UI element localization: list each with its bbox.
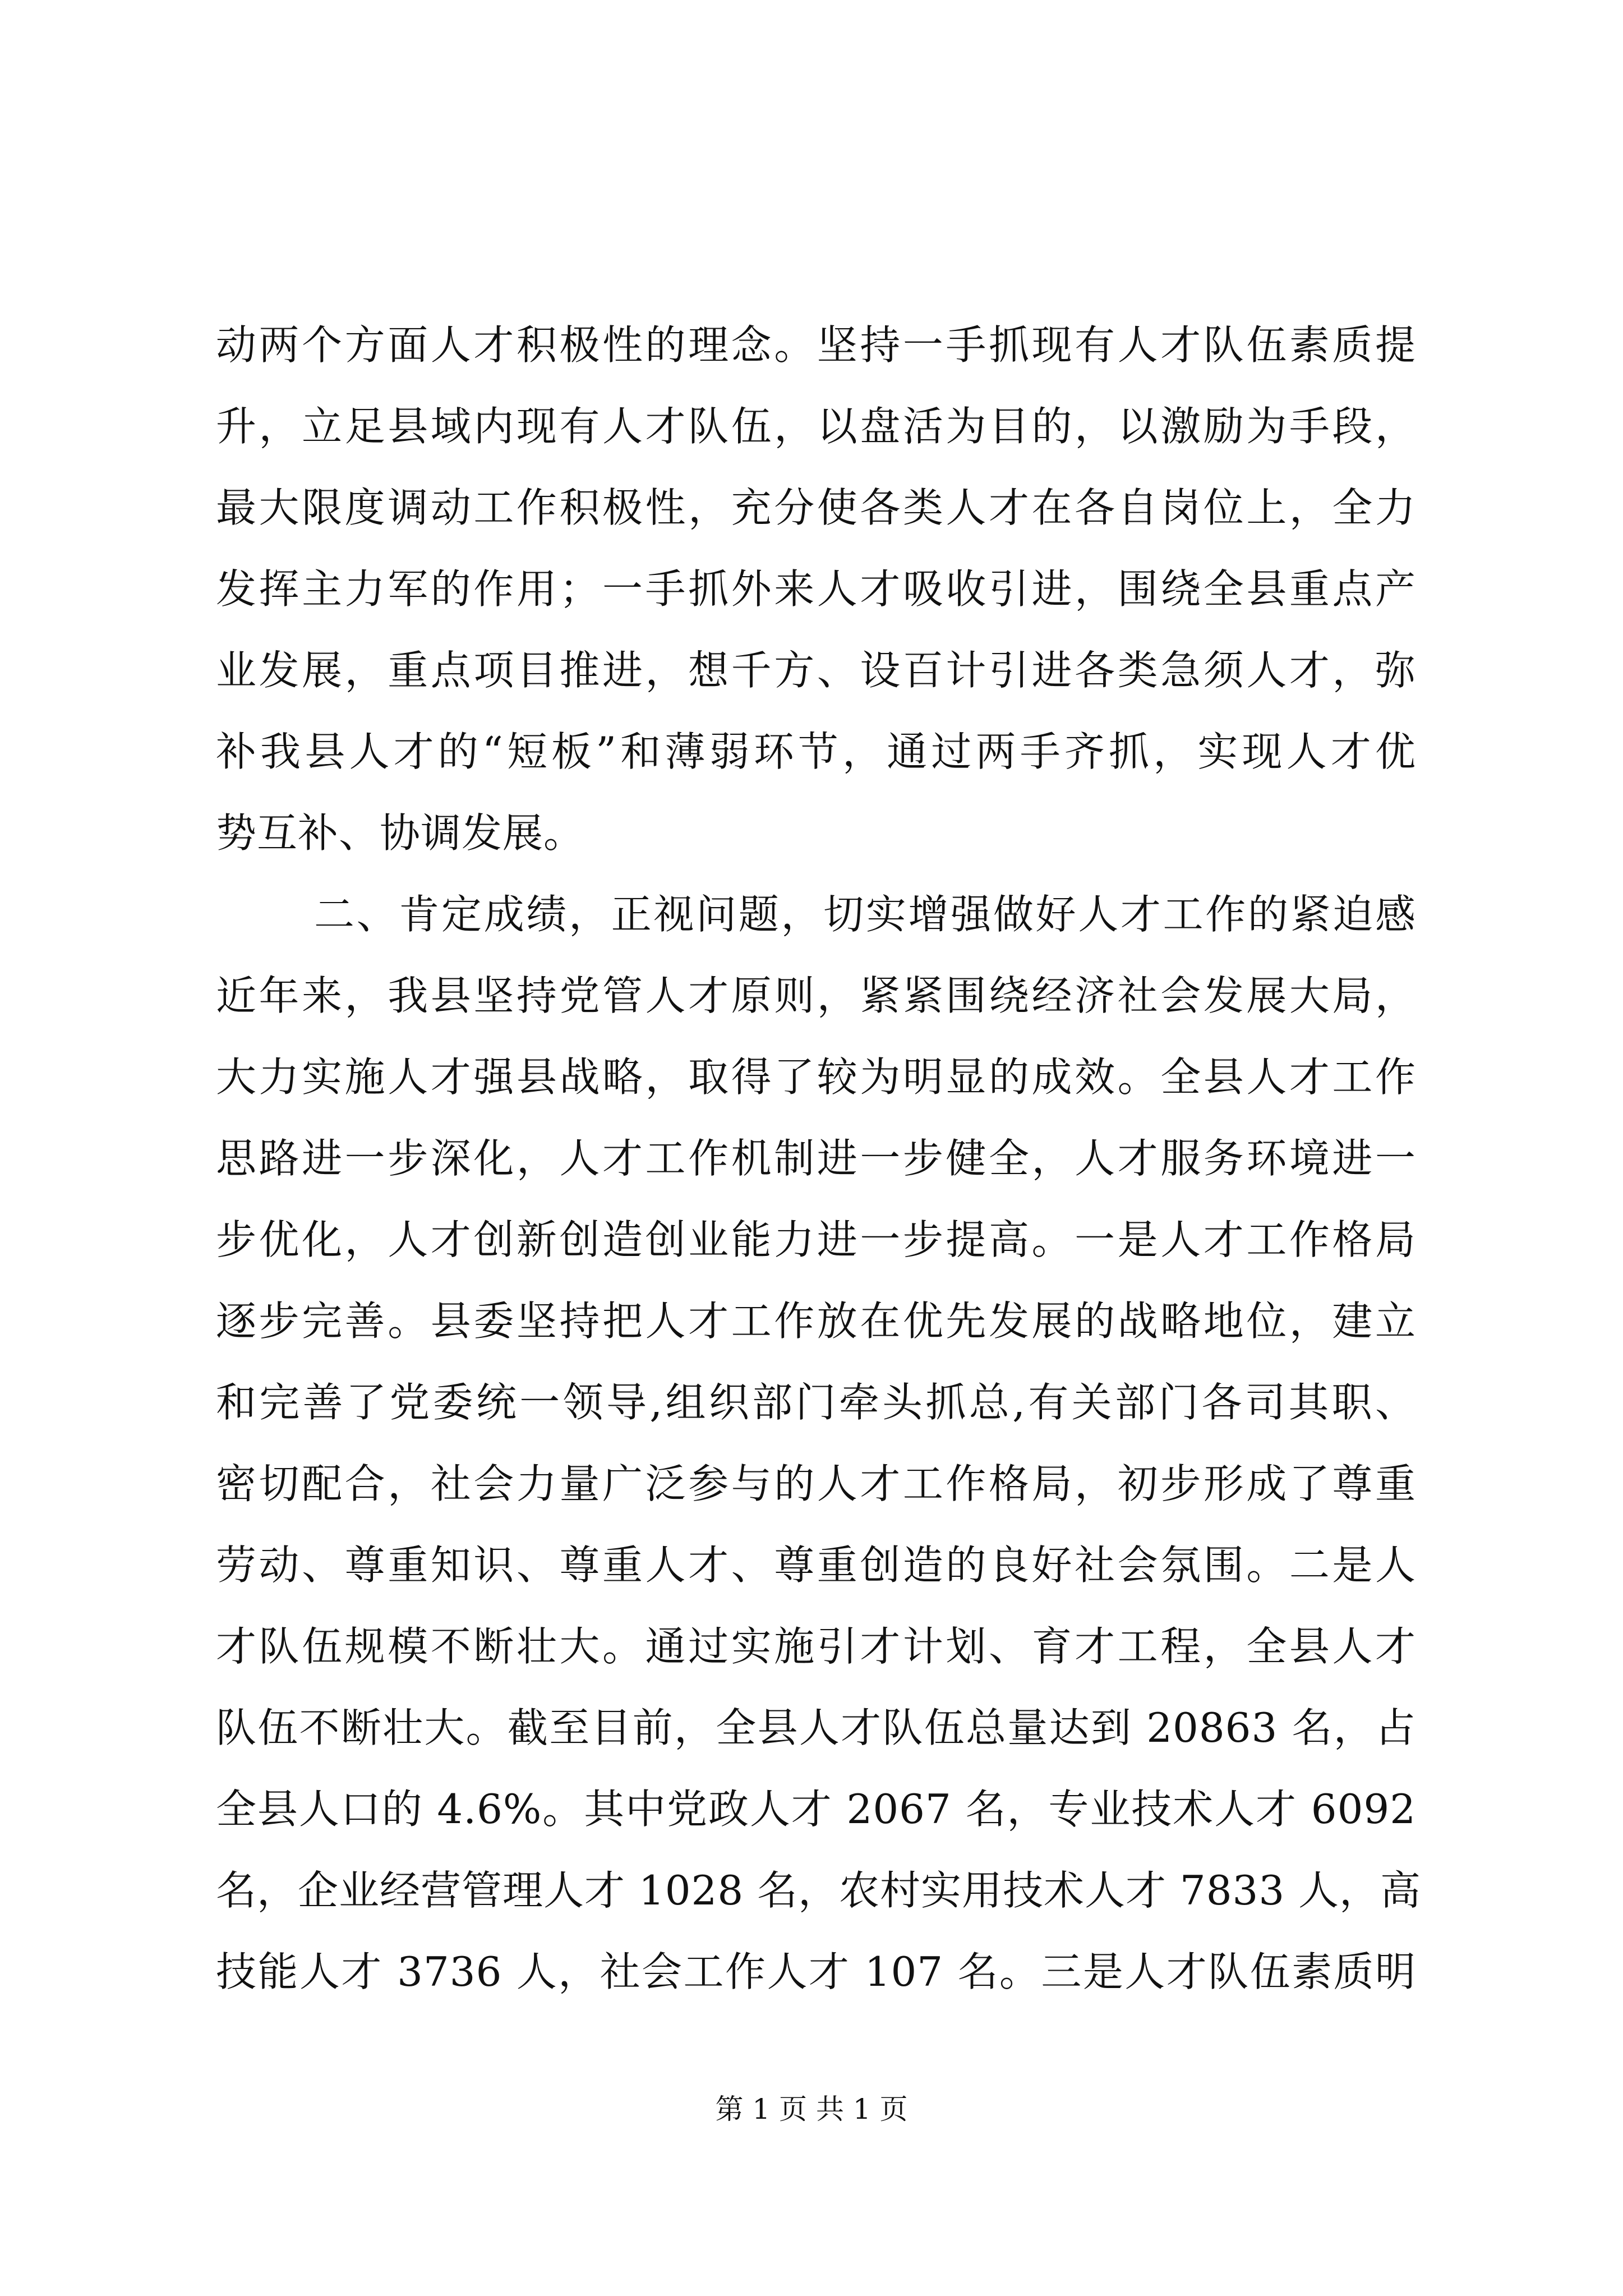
body-line-20: 名，企业经营管理人才 1028 名，农村实用技术人才 7833 人，高: [216, 1867, 1422, 1914]
body-line-14: 和完善了党委统一领导,组织部门牵头抓总,有关部门各司其职、: [216, 1379, 1416, 1426]
body-line-18: 队伍不断壮大。截至目前，全县人才队伍总量达到 20863 名，占: [216, 1704, 1416, 1751]
body-line-4: 发挥主力军的作用；一手抓外来人才吸收引进，围绕全县重点产: [216, 565, 1416, 613]
body-line-3: 最大限度调动工作积极性，充分使各类人才在各自岗位上，全力: [216, 484, 1416, 531]
body-line-21: 技能人才 3736 人，社会工作人才 107 名。三是人才队伍素质明: [216, 1948, 1416, 1995]
body-line-7: 势互补、协调发展。: [216, 809, 585, 857]
body-line-11: 思路进一步深化，人才工作机制进一步健全，人才服务环境进一: [216, 1135, 1416, 1182]
body-line-1: 动两个方面人才积极性的理念。坚持一手抓现有人才队伍素质提: [216, 321, 1416, 369]
body-line-2: 升，立足县域内现有人才队伍，以盘活为目的，以激励为手段，: [216, 403, 1416, 450]
body-line-16: 劳动、尊重知识、尊重人才、尊重创造的良好社会氛围。二是人: [216, 1542, 1416, 1589]
body-line-17: 才队伍规模不断壮大。通过实施引才计划、育才工程，全县人才: [216, 1623, 1416, 1670]
body-line-13: 逐步完善。县委坚持把人才工作放在优先发展的战略地位，建立: [216, 1297, 1416, 1345]
body-line-6: 补我县人才的“短板”和薄弱环节，通过两手齐抓，实现人才优: [216, 728, 1416, 775]
body-line-5: 业发展，重点项目推进，想千方、设百计引进各类急须人才，弥: [216, 647, 1416, 694]
body-line-10: 大力实施人才强县战略，取得了较为明显的成效。全县人才工作: [216, 1053, 1416, 1101]
body-line-9: 近年来，我县坚持党管人才原则，紧紧围绕经济社会发展大局，: [216, 972, 1416, 1019]
body-line-12: 步优化，人才创新创造创业能力进一步提高。一是人才工作格局: [216, 1216, 1416, 1263]
body-line-19: 全县人口的 4.6%。其中党政人才 2067 名，专业技术人才 6092: [216, 1786, 1416, 1833]
page-footer: 第 1 页 共 1 页: [715, 2093, 908, 2125]
section-heading: 二、肯定成绩，正视问题，切实增强做好人才工作的紧迫感: [314, 891, 1416, 938]
body-line-15: 密切配合，社会力量广泛参与的人才工作格局，初步形成了尊重: [216, 1460, 1416, 1507]
